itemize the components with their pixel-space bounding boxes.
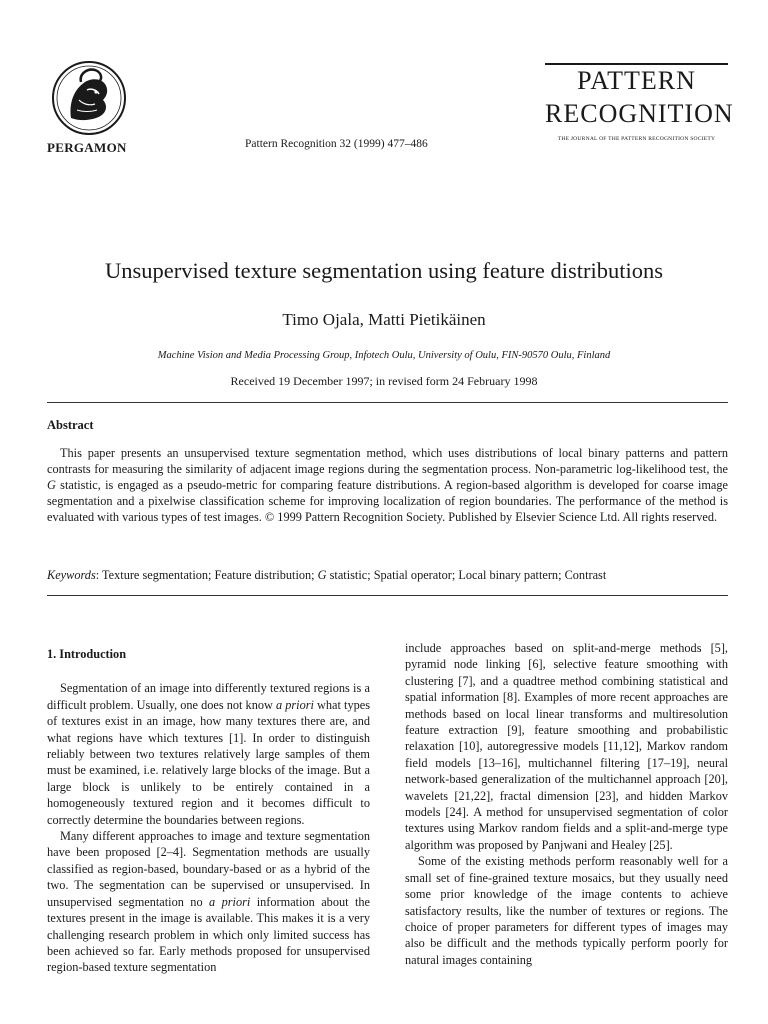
intro-paragraph-2 (47, 828, 370, 976)
abstract-body (47, 445, 728, 525)
received-dates: Received 19 December 1997; in revised form 24 February 1998 (230, 374, 538, 388)
journal-name-line2: RECOGNITION (545, 99, 734, 128)
keywords-g-symbol: G (317, 568, 327, 582)
abstract-text-2: statistic, is engaged as a pseudo-metric for comparing feature distributions. A region-based algorithm is developed for coarse image segmentation and a pixelwise classification scheme for improving localization of region boundaries. The performance of the method is evaluated with various types of test images. © 1999 Pattern Recognition Society. Published by Elsevier Science Ltd. All rights reserved. (47, 478, 728, 524)
keywords-label: Keywords (47, 568, 96, 582)
keywords-text-2: statistic; Spatial operator; Local binary pattern; Contrast (326, 568, 607, 582)
section-heading: 1. Introduction (47, 647, 127, 661)
abstract-g-symbol: G (47, 478, 56, 492)
keywords-text-1: Texture segmentation; Feature distribution; (102, 568, 318, 582)
publisher-name: PERGAMON (47, 140, 127, 155)
journal-subtitle: THE JOURNAL OF THE PATTERN RECOGNITION SOCIETY (557, 136, 716, 142)
journal-name-line1: PATTERN (577, 66, 696, 95)
intro-p2-text-a: Many different approaches to image and texture segmentation have been proposed [2–4]. Segmentation methods are usually classified as region-based, boundary-based or as a hybrid of the two. The segmentation can be supervised or unsupervised. In unsupervised segmentation no (47, 829, 370, 909)
intro-p1-text-a: Segmentation of an image into differently textured regions is a difficult problem. Usually, one does not know (47, 681, 370, 712)
intro-p1-a-priori: a priori (275, 697, 314, 712)
keywords-sep: : (95, 568, 103, 582)
journal-citation: Pattern Recognition 32 (1999) 477–486 (245, 138, 428, 150)
publisher-logo-icon (51, 60, 127, 136)
body-column-right (405, 640, 728, 968)
affiliation: Machine Vision and Media Processing Group, Infotech Oulu, University of Oulu, FIN-90570 Oulu, Finland (157, 350, 611, 361)
intro-paragraph-1 (47, 680, 370, 828)
abstract-text-1: This paper presents an unsupervised texture segmentation method, which uses distributions of local binary patterns and pattern contrasts for measuring the similarity of adjacent image regions during the segmentation process. Non-parametric log-likelihood test, the (47, 446, 728, 476)
body-column-left (47, 646, 370, 976)
intro-p2-text-b: information about the textures present in the image is available. This makes it is a very challenging research problem in which only limited success has been achieved so far. Early methods proposed for unsupervised region-based texture segmentation (47, 894, 370, 975)
intro-paragraph-3: include approaches based on split-and-merge methods [5], pyramid node linking [6], selective feature smoothing with clustering [7], and a quadtree method combining statistical and spatial information [8]. Examples of more recent approaches are methods based on local linear transforms and multiresolution feature extraction [9], feature smoothing and probabilistic relaxation [10], autoregressive models [11,12], Markov random field models [13–16], multichannel filtering [17–19], neural network-based generalization of the multichannel approach [20], wavelets [21,22], fractal dimension [23], and hidden Markov models [24]. A method for unsupervised segmentation of color textures using Markov random fields and a split-and-merge type algorithm was proposed by Panjwani and Healey [25]. (405, 641, 728, 852)
intro-p2-a-priori: a priori (209, 894, 251, 909)
paper-title: Unsupervised texture segmentation using feature distributions (104, 258, 663, 283)
intro-paragraph-4: Some of the existing methods perform reasonably well for a small set of fine-grained texture mosaics, but they usually need some prior knowledge of the image contents to achieve satisfactory results, like the number of textures or regions. The choice of proper parameters for different types of images may also be difficult and the methods typically perform poorly for natural images containing (405, 854, 728, 967)
authors: Timo Ojala, Matti Pietikäinen (282, 310, 486, 329)
divider-top (47, 402, 728, 403)
divider-bottom (47, 595, 728, 596)
intro-p1-text-b: what types of textures exist in an image, how many textures there are, and what regions have which textures [1]. In order to distinguish reliably between two textures relatively large samples of them must be examined, i.e. relatively large blocks of the image. But a large block is unlikely to be entirely contained in a homogeneously textured region and it becomes difficult to correctly determine the boundaries between regions. (47, 697, 370, 827)
abstract-heading: Abstract (47, 418, 94, 432)
journal-rule (545, 63, 728, 65)
keywords (47, 567, 728, 583)
